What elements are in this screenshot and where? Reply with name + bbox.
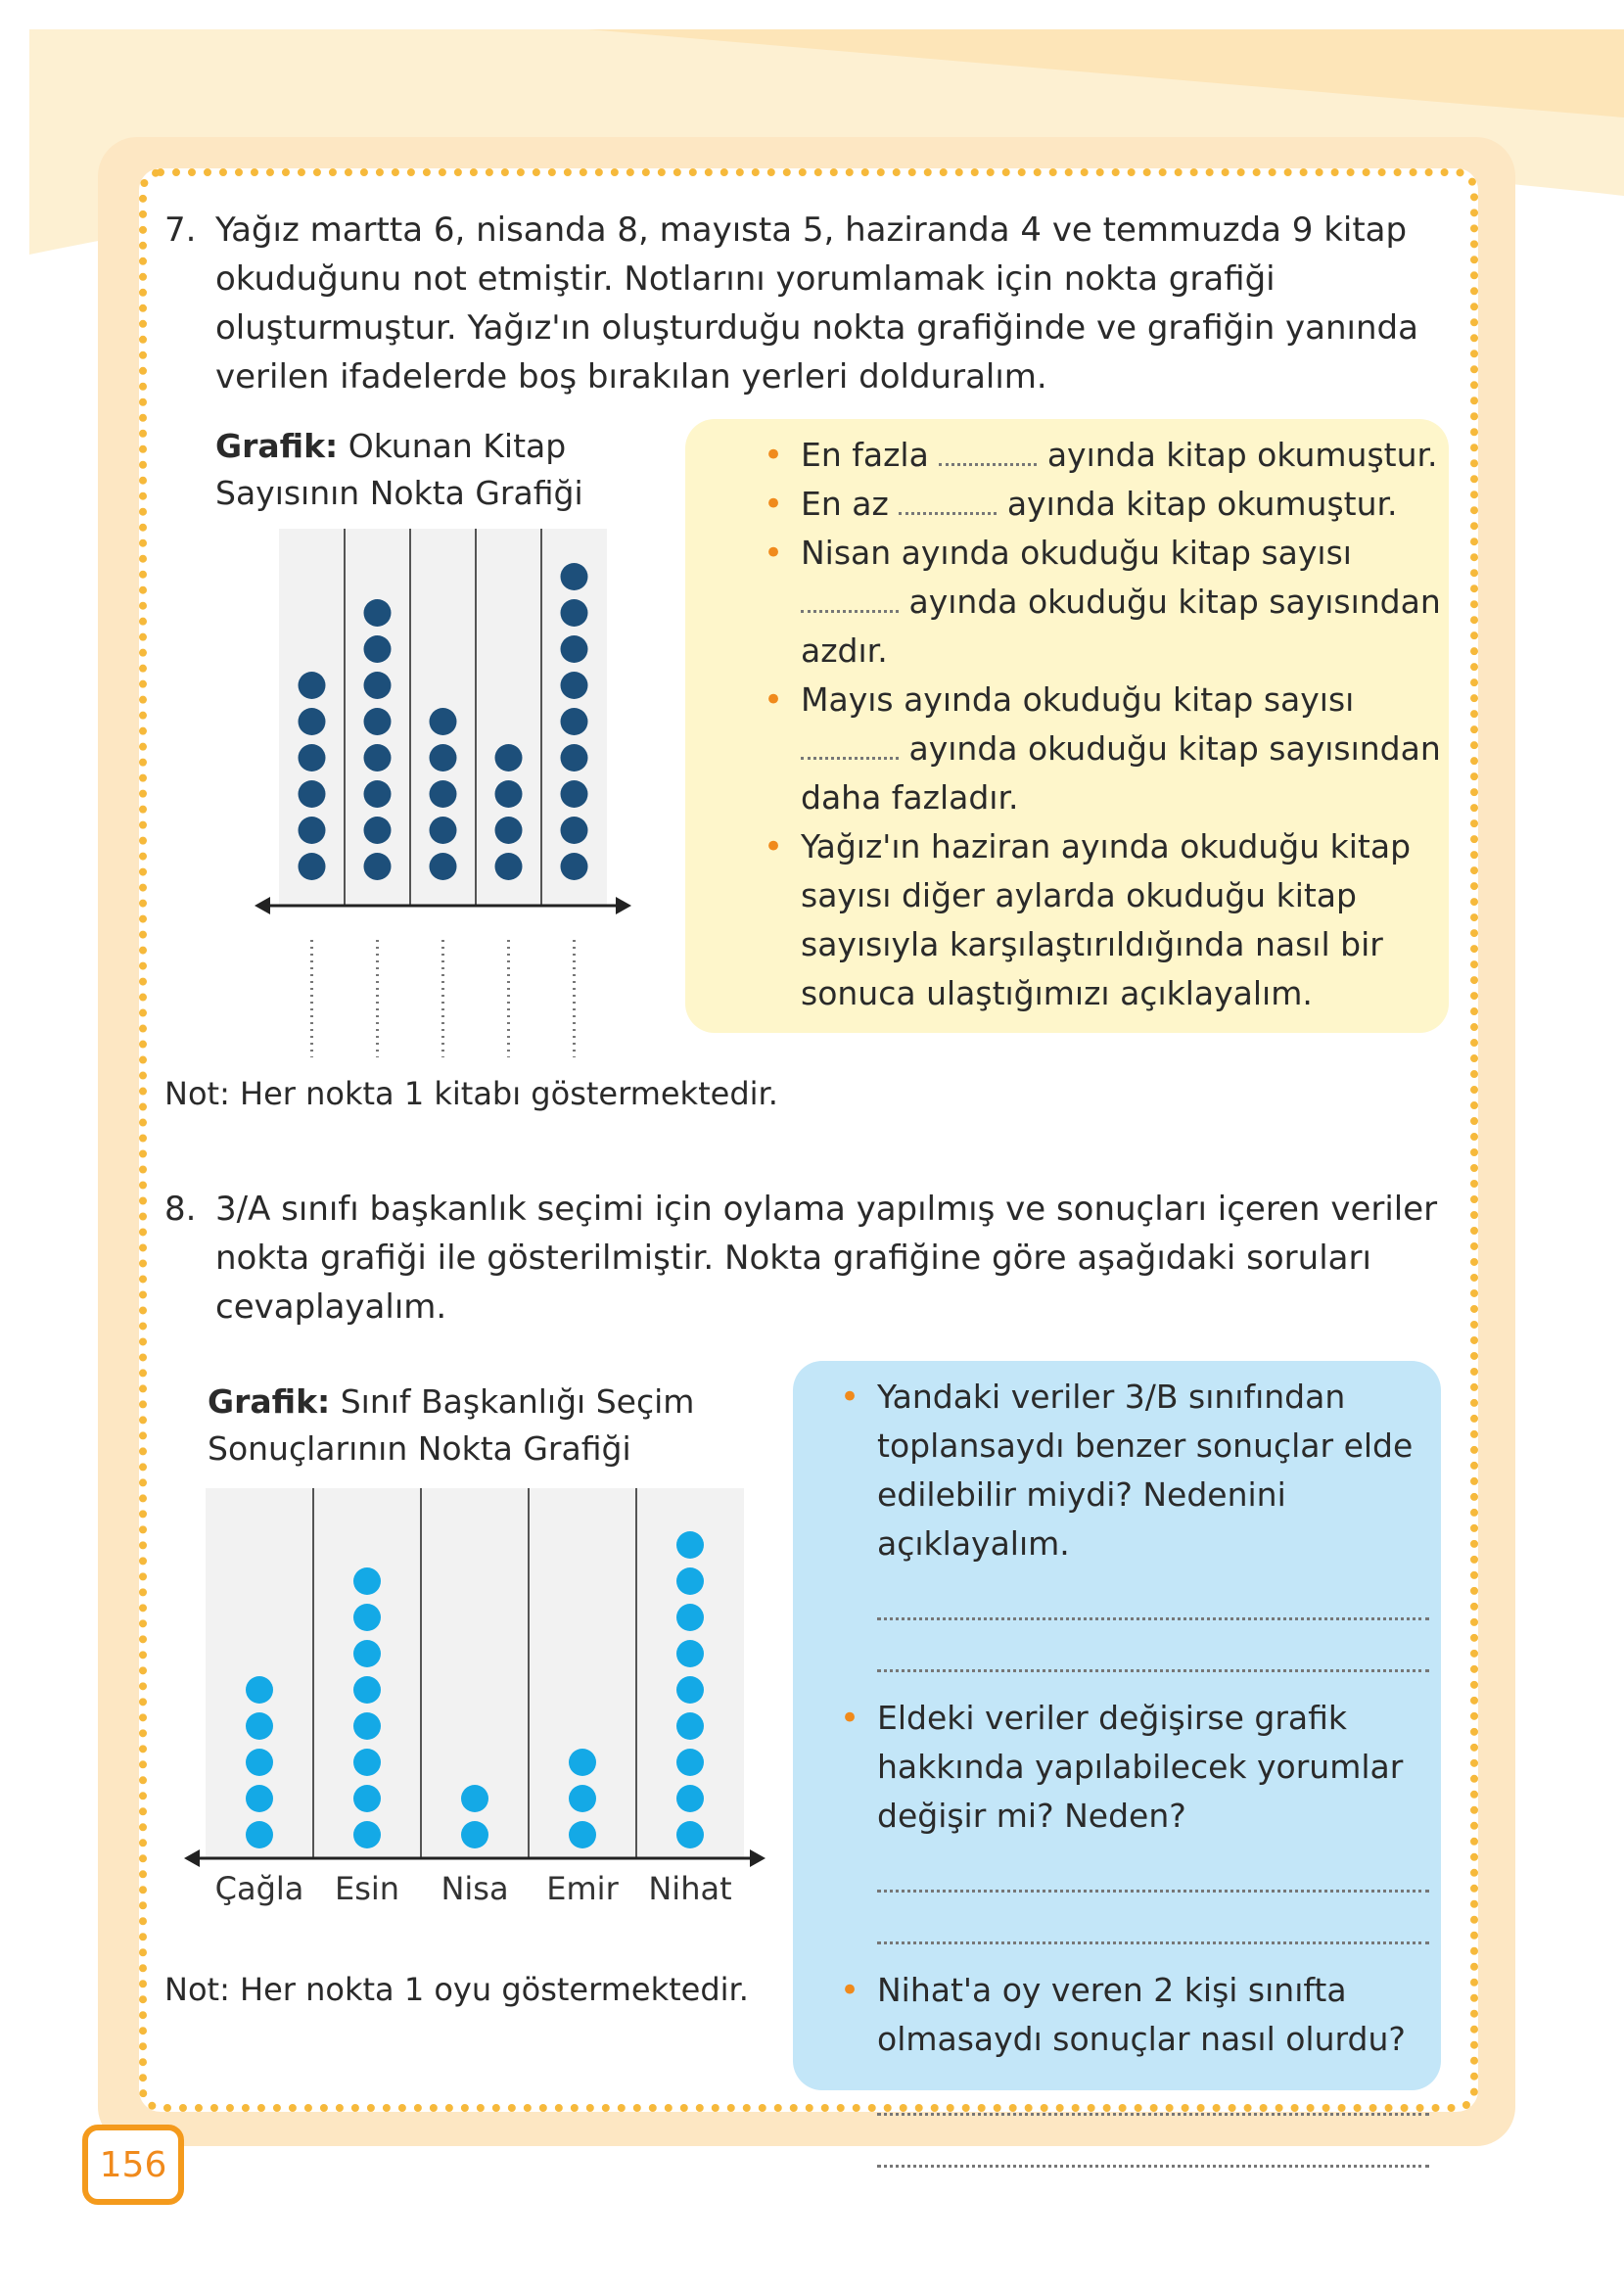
q7-graph-label: Grafik:: [215, 427, 339, 465]
axis-arrow-left-icon: [255, 897, 270, 914]
data-dot: [353, 1676, 381, 1704]
category-label: Çağla: [214, 1870, 304, 1907]
data-dot: [676, 1640, 704, 1667]
data-dot: [246, 1785, 273, 1812]
data-dot: [246, 1676, 273, 1704]
q7-bullet-3-before: Nisan ayında okuduğu kitap sayısı: [801, 534, 1352, 572]
q7-bullet-2: [744, 480, 1449, 529]
bullet-dot-icon: •: [764, 827, 784, 866]
data-dot: [364, 744, 392, 771]
data-dot: [364, 780, 392, 808]
data-dot: [364, 817, 392, 844]
data-dot: [353, 1749, 381, 1776]
bullet-dot-icon: •: [840, 1971, 860, 2010]
q7-bullet-3-after: ayında okuduğu kitap sayısından azdır.: [801, 583, 1441, 670]
data-dot: [430, 780, 457, 808]
category-label: Esin: [334, 1870, 400, 1907]
q8-graph-title-text: Sınıf Başkanlığı Seçim Sonuçlarının Nokta Grafiği: [208, 1382, 695, 1468]
bullet-dot-icon: •: [764, 680, 784, 720]
q7-statements-list: [744, 431, 1449, 1018]
data-dot: [676, 1567, 704, 1595]
data-dot: [569, 1749, 596, 1776]
data-dot: [430, 817, 457, 844]
q7-bullet-4: [744, 676, 1449, 822]
data-dot: [495, 817, 523, 844]
data-dot: [430, 708, 457, 735]
page-number-box: [82, 2125, 184, 2205]
bullet-dot-icon: •: [840, 1378, 860, 1417]
data-dot: [561, 672, 588, 699]
bullet-dot-icon: •: [840, 1699, 860, 1738]
q8-dot-chart: [176, 1488, 803, 1919]
q7-note: Not: Her nokta 1 kitabı göstermektedir.: [164, 1075, 778, 1112]
data-dot: [495, 744, 523, 771]
data-dot: [299, 853, 326, 880]
data-dot: [561, 817, 588, 844]
q7-blank-1[interactable]: [939, 440, 1037, 466]
data-dot: [364, 708, 392, 735]
bullet-dot-icon: •: [764, 534, 784, 573]
q7-bullet-2-before: En az: [801, 485, 889, 523]
q8-number: 8.: [164, 1190, 197, 1229]
data-dot: [569, 1785, 596, 1812]
axis-arrow-left-icon: [184, 1849, 200, 1867]
data-dot: [676, 1749, 704, 1776]
data-dot: [353, 1712, 381, 1740]
q7-graph-title: [215, 423, 685, 517]
data-dot: [364, 599, 392, 627]
q8-graph-title: [208, 1379, 697, 1473]
axis-arrow-right-icon: [616, 897, 631, 914]
data-dot: [561, 563, 588, 590]
q7-graph-title-text: Okunan Kitap Sayısının Nokta Grafiği: [215, 427, 583, 512]
q7-bullet-1-before: En fazla: [801, 436, 929, 474]
answer-line[interactable]: [877, 1893, 1429, 1944]
q7-blank-4[interactable]: [801, 733, 899, 760]
data-dot: [353, 1567, 381, 1595]
q7-bullet-3: [744, 529, 1449, 676]
data-dot: [430, 744, 457, 771]
q7-bullet-5: [744, 822, 1449, 1018]
q8-text: 3/A sınıfı başkanlık seçimi için oylama yapılmış ve sonuçları içeren veriler nokta grafiği ile gösterilmiştir. Nokta grafiğine göre aşağıdaki soruları cevaplayalım.: [215, 1190, 1438, 1327]
q8-bullet-2: [820, 1694, 1429, 1944]
q7-bullet-1-after: ayında kitap okumuştur.: [1046, 436, 1438, 474]
q7-number: 7.: [164, 210, 197, 250]
q8-questions-list: [820, 1373, 1429, 2174]
data-dot: [430, 853, 457, 880]
data-dot: [299, 744, 326, 771]
data-dot: [561, 780, 588, 808]
q7-blank-2[interactable]: [899, 489, 997, 515]
data-dot: [353, 1821, 381, 1848]
q7-bullet-2-after: ayında kitap okumuştur.: [1006, 485, 1398, 523]
q7-bullet-5-text: Yağız'ın haziran ayında okuduğu kitap sayısı diğer aylarda okuduğu kitap sayısıyla karşılaştırıldığında nasıl bir sonuca ulaştığımızı açıklayalım.: [801, 827, 1412, 1012]
answer-line[interactable]: [877, 2064, 1429, 2116]
answer-line[interactable]: [877, 1620, 1429, 1672]
data-dot: [246, 1712, 273, 1740]
q8-note: Not: Her nokta 1 oyu göstermektedir.: [164, 1971, 749, 2008]
q8-bullet-3: [820, 1966, 1429, 2168]
data-dot: [676, 1531, 704, 1559]
data-dot: [364, 672, 392, 699]
category-label: Emir: [546, 1870, 619, 1907]
data-dot: [246, 1821, 273, 1848]
q8-bullet-3-text: Nihat'a oy veren 2 kişi sınıfta olmasaydı sonuçlar nasıl olurdu?: [877, 1971, 1406, 2058]
data-dot: [353, 1640, 381, 1667]
axis-arrow-right-icon: [750, 1849, 766, 1867]
data-dot: [299, 672, 326, 699]
q7-bullet-4-before: Mayıs ayında okuduğu kitap sayısı: [801, 680, 1355, 719]
answer-line[interactable]: [877, 2116, 1429, 2168]
answer-line[interactable]: [877, 1841, 1429, 1893]
data-dot: [299, 780, 326, 808]
q7-bullet-4-after: ayında okuduğu kitap sayısından daha fazladır.: [801, 729, 1441, 817]
data-dot: [299, 817, 326, 844]
data-dot: [461, 1785, 488, 1812]
data-dot: [561, 744, 588, 771]
q7-blank-3[interactable]: [801, 586, 899, 613]
bullet-dot-icon: •: [764, 485, 784, 524]
answer-line[interactable]: [877, 1568, 1429, 1620]
q8-bullet-1-text: Yandaki veriler 3/B sınıfından toplansaydı benzer sonuçlar elde edilebilir miydi? Nedenini açıklayalım.: [877, 1378, 1414, 1563]
data-dot: [299, 708, 326, 735]
data-dot: [461, 1821, 488, 1848]
data-dot: [495, 853, 523, 880]
category-label: Nisa: [441, 1870, 509, 1907]
data-dot: [561, 708, 588, 735]
data-dot: [364, 635, 392, 663]
bullet-dot-icon: •: [764, 436, 784, 475]
q8-bullet-1: [820, 1373, 1429, 1672]
data-dot: [495, 780, 523, 808]
data-dot: [561, 635, 588, 663]
q8-graph-label: Grafik:: [208, 1382, 331, 1421]
data-dot: [676, 1821, 704, 1848]
data-dot: [676, 1712, 704, 1740]
data-dot: [561, 599, 588, 627]
data-dot: [676, 1604, 704, 1631]
q8-bullet-2-text: Eldeki veriler değişirse grafik hakkında yapılabilecek yorumlar değişir mi? Neden?: [877, 1699, 1404, 1835]
q7-dot-chart: [245, 529, 656, 1077]
data-dot: [353, 1785, 381, 1812]
data-dot: [561, 853, 588, 880]
data-dot: [569, 1821, 596, 1848]
data-dot: [246, 1749, 273, 1776]
q7-text: Yağız martta 6, nisanda 8, mayısta 5, haziranda 4 ve temmuzda 9 kitap okuduğunu not etmiştir. Notlarını yorumlamak için nokta grafiği oluşturmuştur. Yağız'ın oluşturduğu nokta grafiğinde ve grafiğin yanında verilen ifadelerde boş bırakılan yerleri dolduralım.: [215, 210, 1418, 397]
data-dot: [676, 1676, 704, 1704]
data-dot: [364, 853, 392, 880]
q7-bullet-1: [744, 431, 1449, 480]
data-dot: [676, 1785, 704, 1812]
data-dot: [353, 1604, 381, 1631]
page-number: 156: [99, 2144, 167, 2185]
category-label: Nihat: [648, 1870, 732, 1907]
